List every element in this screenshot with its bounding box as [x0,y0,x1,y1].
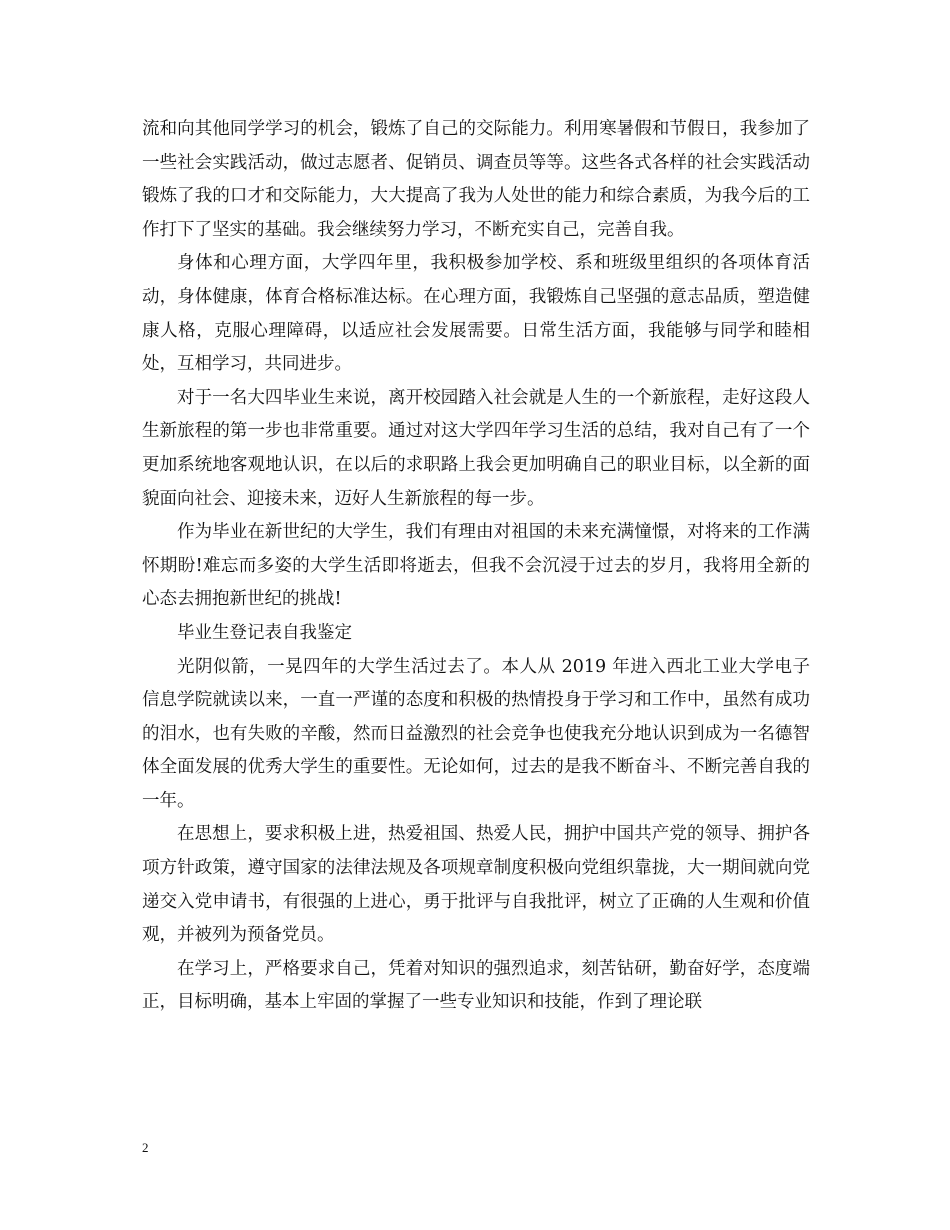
paragraph-graduation: 对于一名大四毕业生来说，离开校园踏入社会就是人生的一个新旅程，走好这段人生新旅程的第一步也非常重要。通过对这大学四年学习生活的总结，我对自己有了一个更加系统地客观地认识，在以后的求职路上我会更加明确自己的职业目标，以全新的面貌面向社会、迎接未来，迈好人生新旅程的每一步。 [142,387,810,509]
paragraph-continuation: 流和向其他同学学习的机会，锻炼了自己的交际能力。利用寒暑假和节假日，我参加了一些社会实践活动，做过志愿者、促销员、调查员等等。这些各式各样的社会实践活动锻炼了我的口才和交际能力，大大提高了我为人处世的能力和综合素质，为我今后的工作打下了坚实的基础。我会继续努力学习，不断充实自己，完善自我。 [142,119,810,240]
paragraph-study: 在学习上，严格要求自己，凭着对知识的强烈追求，刻苦钻研，勤奋好学，态度端正，目标明确，基本上牢固的掌握了一些专业知识和技能，作到了理论联 [142,958,810,1013]
paragraph-ideology: 在思想上，要求积极上进，热爱祖国、热爱人民，拥护中国共产党的领导、拥护各项方针政策，遵守国家的法律法规及各项规章制度积极向党组织靠拢，大一期间就向党递交入党申请书，有很强的上进心，勇于批评与自我批评，树立了正确的人生观和价值观，并被列为预备党员。 [142,824,810,946]
paragraph-new-century: 作为毕业在新世纪的大学生，我们有理由对祖国的未来充满憧憬，对将来的工作满怀期盼!难忘而多姿的大学生活即将逝去，但我不会沉浸于过去的岁月，我将用全新的心态去拥抱新世纪的挑战! [142,522,810,610]
section-heading: 毕业生登记表自我鉴定 [177,622,352,643]
paragraph-physical-mental: 身体和心理方面，大学四年里，我积极参加学校、系和班级里组织的各项体育活动，身体健康，体育合格标准达标。在心理方面，我锻炼自己坚强的意志品质，塑造健康人格，克服心理障碍，以适应社会发展需要。日常生活方面，我能够与同学和睦相处，互相学习，共同进步。 [142,253,810,375]
page-number: 2 [142,1140,149,1155]
paragraph-introduction: 光阴似箭，一晃四年的大学生活过去了。本人从 2019 年进入西北工业大学电子信息学院就读以来，一直一严谨的态度和积极的热情投身于学习和工作中，虽然有成功的泪水，也有失败的辛酸，然而日益激烈的社会竞争也使我充分地认识到成为一名德智体全面发展的优秀大学生的重要性。无论如何，过去的是我不断奋斗、不断完善自我的一年。 [142,656,810,811]
body-text [142,113,810,1020]
